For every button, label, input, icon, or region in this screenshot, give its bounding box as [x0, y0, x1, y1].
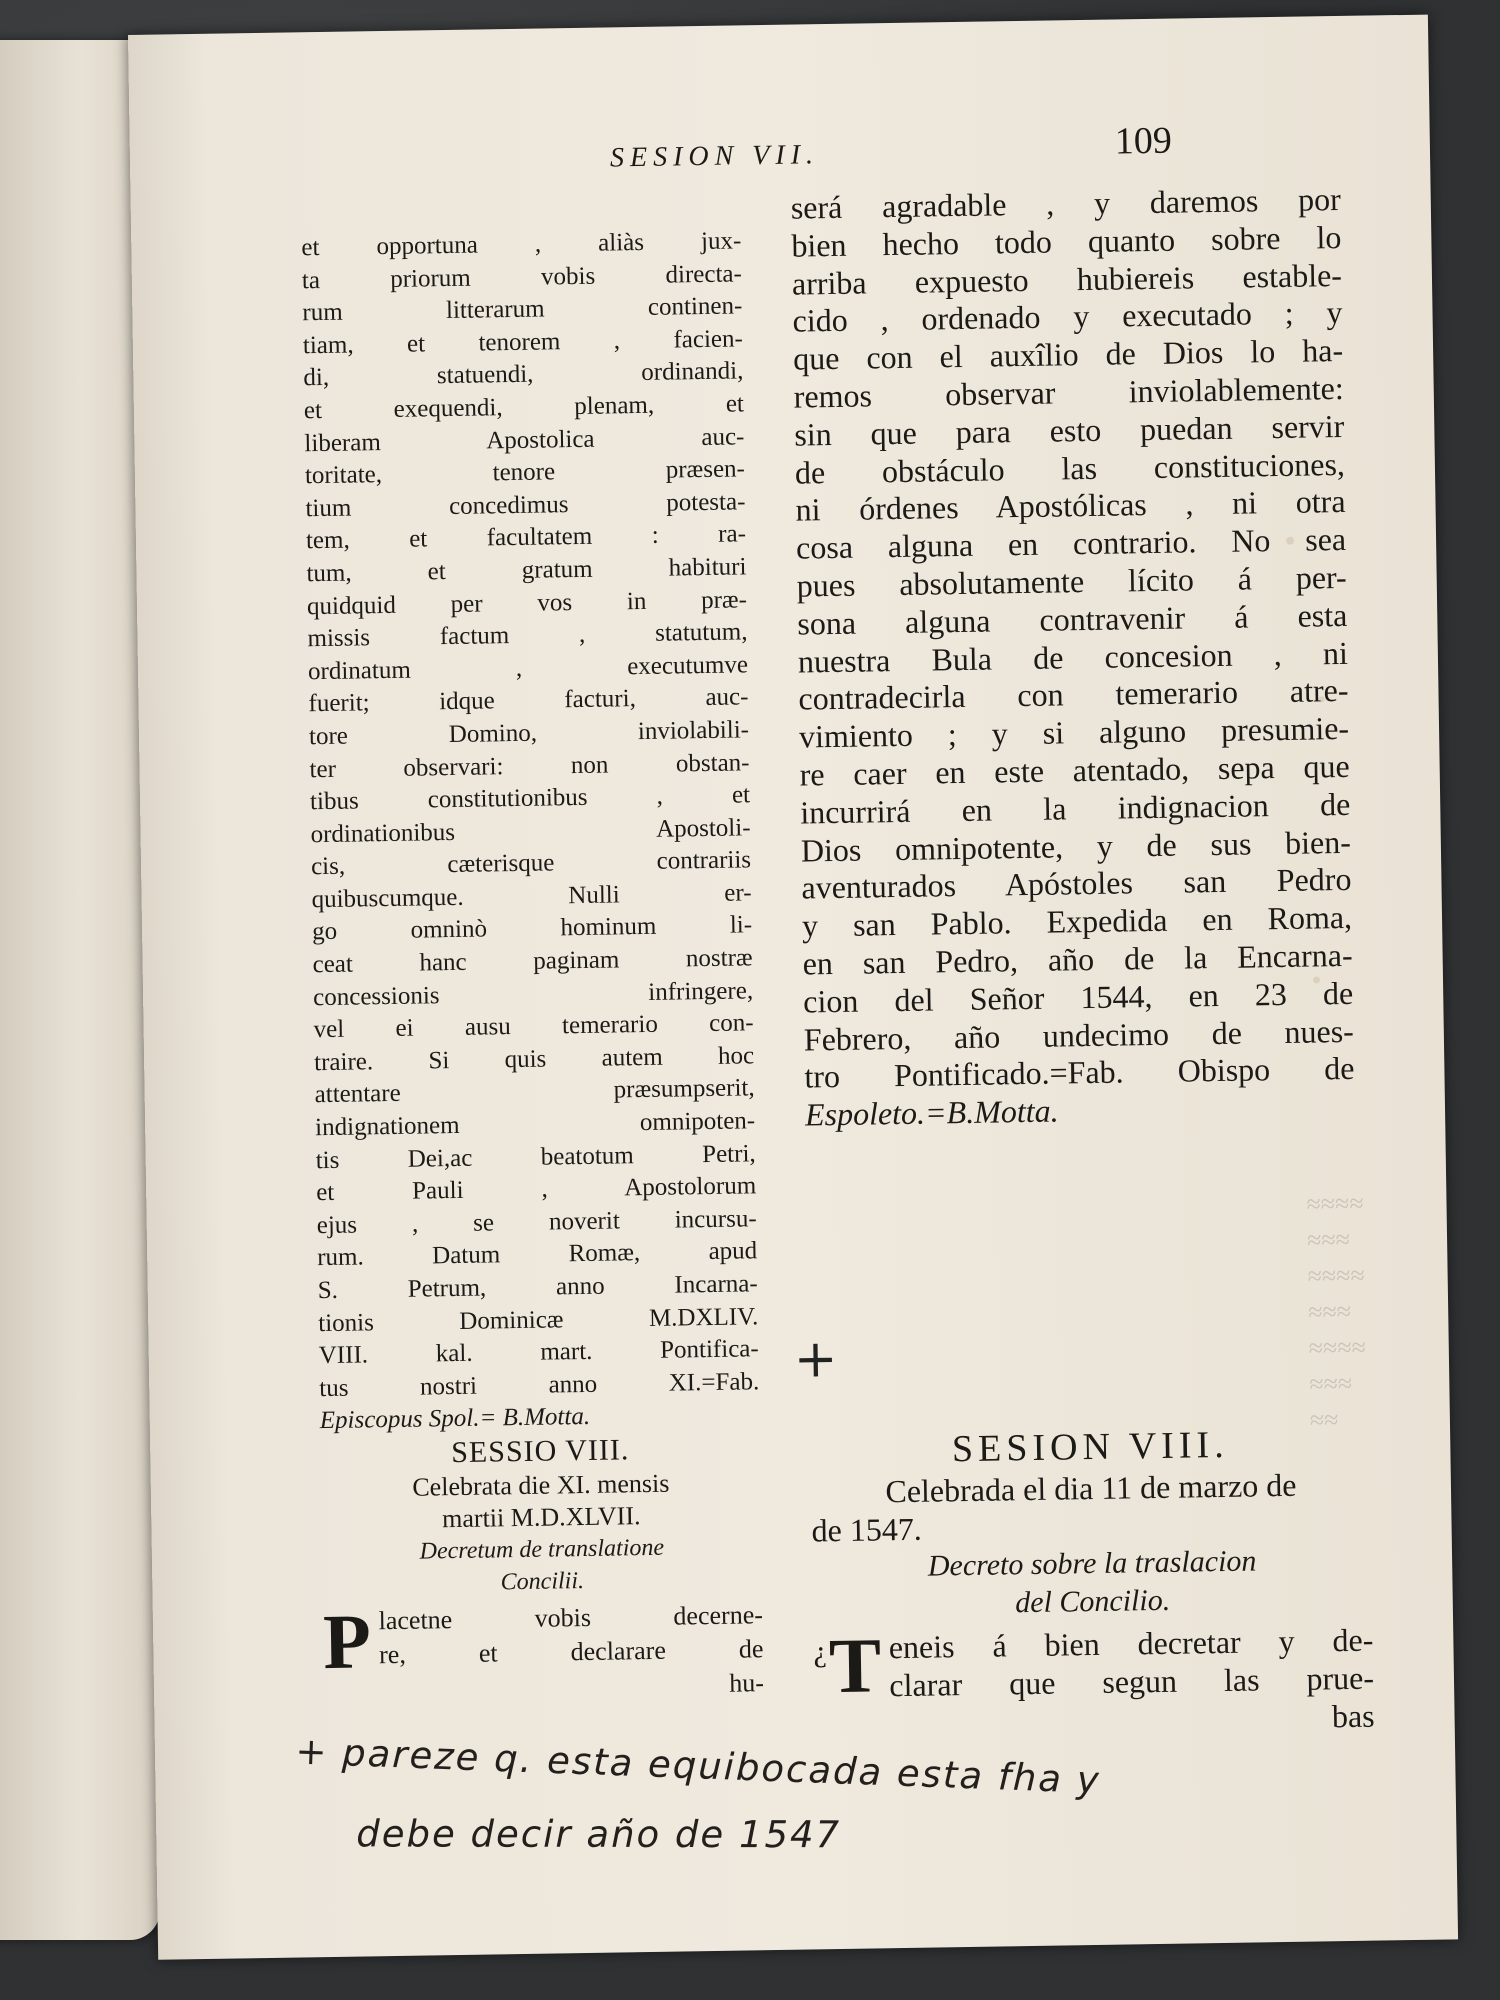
latin-line: tis Dei,ac beatotum Petri,: [315, 1139, 756, 1174]
spanish-line: incurrirá en la indignacion de: [800, 785, 1351, 831]
spanish-opening-line: eneis á bien decretar y de-: [888, 1621, 1374, 1666]
spanish-line: contradecirla con temerario atre-: [798, 672, 1349, 717]
latin-line: ta priorum vobis directa-: [301, 259, 743, 294]
spanish-decree-title: del Concilio.: [1014, 1583, 1171, 1620]
latin-line: liberam Apostolica auc-: [304, 422, 745, 457]
spanish-line: Febrero, año undecimo de nues-: [803, 1012, 1355, 1058]
latin-line: tum, et gratum habituri: [306, 553, 747, 588]
latin-line: fuerit; idque facturi, auc-: [308, 683, 749, 718]
bleed-through-texture: ≈≈≈≈ ≈≈≈ ≈≈≈≈ ≈≈≈ ≈≈≈≈ ≈≈≈ ≈≈: [1306, 1188, 1367, 1435]
spanish-line: en san Pedro, año de la Encarna-: [802, 936, 1353, 982]
latin-opening-line: re, et declarare de: [378, 1634, 764, 1670]
latin-opening-paragraph: [323, 1598, 765, 1707]
latin-line: Episcopus Spol.= B.Motta.: [319, 1403, 591, 1435]
spanish-date-line: de 1547.: [811, 1510, 923, 1549]
latin-decree-title: Concilii.: [500, 1568, 585, 1596]
latin-line: attentare præsumpserit,: [314, 1074, 755, 1109]
latin-date-line: Celebrata die XI. mensis: [412, 1468, 670, 1502]
latin-opening-line: hu-: [729, 1668, 765, 1698]
spanish-line: pues absolutamente lícito á per-: [796, 558, 1347, 604]
spanish-line: sona alguna contravenir á esta: [797, 596, 1348, 642]
latin-line: rum litterarum continen-: [302, 292, 743, 327]
latin-line: VIII. kal. mart. Pontifica-: [318, 1335, 759, 1370]
latin-line: indignationem omnipoten-: [314, 1107, 756, 1142]
spanish-line: remos observar inviolablemente:: [793, 369, 1344, 415]
inverted-question-mark: ¿: [813, 1635, 828, 1669]
spanish-drop-cap: T: [828, 1621, 882, 1710]
latin-opening-line: lacetne vobis decerne-: [378, 1600, 764, 1636]
latin-line: ejus , se noverit incursu-: [316, 1205, 757, 1239]
spanish-line: re caer en este atentado, sepa que: [799, 747, 1350, 793]
latin-line: tore Domino, inviolabili-: [308, 716, 750, 751]
latin-line: toritate, tenore præsen-: [304, 455, 746, 490]
spanish-line: Dios omnipotente, y de sus bien-: [800, 823, 1352, 869]
spanish-opening-line: bas: [1331, 1697, 1375, 1735]
latin-line: vel ei ausu temerario con-: [313, 1009, 754, 1044]
spanish-line: arriba expuesto hubiereis estable-: [791, 256, 1343, 302]
latin-drop-cap: P: [322, 1597, 372, 1686]
latin-line: tiam, et tenorem , facien-: [302, 325, 744, 360]
spanish-session-block: [810, 1421, 1375, 1744]
latin-line: et opportuna , aliàs jux-: [301, 227, 742, 262]
latin-line: tus nostri anno XI.=Fab.: [319, 1368, 760, 1402]
spanish-line: cido , ordenado y executado ; y: [792, 294, 1343, 339]
latin-decree-title: Decretum de translatione: [419, 1534, 665, 1565]
spanish-line: que con el auxîlio de Dios lo ha-: [792, 332, 1344, 377]
latin-line: tibus constitutionibus , et: [309, 781, 751, 816]
latin-line: tium concedimus potesta-: [305, 488, 746, 523]
spanish-decree-title: Decreto sobre la traslacion: [927, 1544, 1257, 1583]
spanish-line: y san Pablo. Expedida en Roma,: [801, 899, 1353, 944]
latin-line: traire. Si quis autem hoc: [313, 1042, 755, 1077]
spanish-date-line: Celebrada el dia 11 de marzo de: [885, 1466, 1297, 1510]
latin-session-heading: SESSIO VIII.: [450, 1433, 630, 1470]
spanish-line: cosa alguna en contrario. No sea: [795, 521, 1347, 566]
spanish-line: cion del Señor 1544, en 23 de: [802, 974, 1354, 1020]
latin-column: [301, 225, 760, 1438]
latin-line: missis factum , statutum,: [307, 618, 748, 653]
running-head: SESION VII.: [609, 139, 820, 174]
book-page: [128, 15, 1458, 1960]
latin-line: S. Petrum, anno Incarna-: [317, 1270, 758, 1305]
spanish-session-heading: SESION VIII.: [951, 1423, 1229, 1471]
spanish-line: ni órdenes Apostólicas , ni otra: [795, 483, 1346, 528]
spanish-line: nuestra Bula de concesion , ni: [797, 634, 1349, 680]
latin-line: concessionis infringere,: [312, 976, 754, 1011]
latin-line: ordinatum , executumve: [307, 651, 749, 685]
spanish-line: bien hecho todo quanto sobre lo: [791, 218, 1342, 264]
latin-line: go omninò hominum li-: [311, 911, 753, 946]
latin-line: quibuscumque. Nulli er-: [311, 879, 752, 914]
latin-line: quidquid per vos in præ-: [306, 585, 748, 620]
latin-line: tem, et facultatem : ra-: [305, 520, 747, 555]
spanish-line: vimiento ; y si alguno presumie-: [798, 710, 1350, 755]
latin-line: ceat hanc paginam nostræ: [312, 944, 753, 979]
latin-line: rum. Datum Romæ, apud: [317, 1237, 758, 1272]
spanish-line: aventurados Apóstoles san Pedro: [801, 861, 1352, 906]
spanish-column: [791, 181, 1356, 1134]
latin-line: et Pauli , Apostolorum: [315, 1172, 757, 1207]
spanish-line: será agradable , y daremos por: [790, 180, 1342, 226]
spanish-line: Espoleto.=B.Motta.: [804, 1092, 1059, 1133]
latin-line: cis, cæterisque contrariis: [310, 846, 752, 881]
latin-line: di, statuendi, ordinandi,: [303, 357, 744, 392]
latin-date-line: martii M.D.XLVII.: [441, 1501, 641, 1534]
handwritten-note-line-2: debe decir año de 1547: [356, 1812, 842, 1857]
latin-line: tionis Dominicæ M.DXLIV.: [318, 1302, 759, 1337]
page-number: 109: [1114, 119, 1173, 163]
spanish-opening-line: clarar que segun las prue-: [889, 1659, 1375, 1704]
latin-line: ordinationibus Apostoli-: [310, 814, 751, 848]
latin-line: ter observari: non obstan-: [309, 748, 750, 783]
latin-line: et exequendi, plenam, et: [303, 390, 745, 425]
margin-cross-mark: +: [793, 1329, 838, 1390]
spanish-opening-paragraph: [813, 1621, 1375, 1744]
spanish-line: de obstáculo las constituciones,: [794, 445, 1346, 491]
spanish-line: tro Pontificado.=Fab. Obispo de: [804, 1050, 1355, 1095]
spanish-line: sin que para esto puedan servir: [794, 407, 1345, 453]
handwritten-note-line-1: + pareze q. esta equibocada esta fha y: [294, 1729, 1102, 1803]
latin-session-block: [320, 1430, 764, 1707]
